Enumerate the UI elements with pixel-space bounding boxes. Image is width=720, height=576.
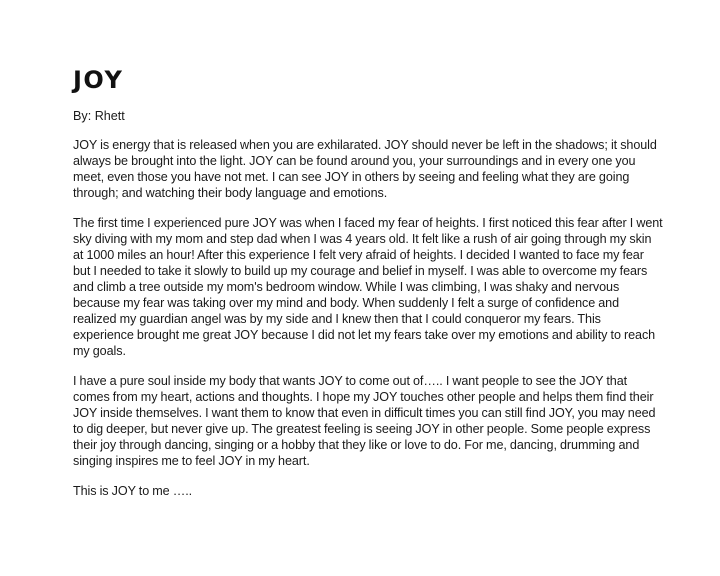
paragraph-pure-soul: I have a pure soul inside my body that wants JOY to come out of….. I want people to see the JOY that comes from my heart, actions and thoughts. I hope my JOY touches other people and helps them find their JOY inside themselves. I want them to know that even in difficult times you can still find JOY, you may need to dig deeper, but never give up. The greatest feeling is seeing JOY in other people. Some people express their joy through dancing, singing or a hobby that they like or love to do. For me, dancing, drumming and singing inspires me to feel JOY in my heart. xyxy=(73,374,656,468)
paragraph-fear-of-heights: The first time I experienced pure JOY was when I faced my fear of heights. I first noticed this fear after I went sky diving with my mom and step dad when I was 4 years old. It felt like a rush of air going through my skin at 1000 miles an hour! After this experience I felt very afraid of heights. I decided I wanted to face my fear but I needed to take it slowly to build up my courage and belief in myself. I was able to overcome my fears and climb a tree outside my mom's bedroom window. While I was climbing, I was shaky and nervous because my fear was taking over my mind and body. When suddenly I felt a surge of confidence and realized my guardian angel was by my side and I knew then that I could conqueror my fears. This experience brought me great JOY because I did not let my fears take over my emotions and ability to reach my goals. xyxy=(73,216,663,358)
author-byline: By: Rhett xyxy=(73,109,125,123)
paragraph-definition: JOY is energy that is released when you are exhilarated. JOY should never be left in the shadows; it should always be brought into the light. JOY can be found around you, your surroundings and in every one you meet, even those you have not met. I can see JOY in others by seeing and feeling what they are going through; and watching their body language and emotions. xyxy=(73,138,657,200)
paragraph-closing: This is JOY to me ….. xyxy=(73,484,193,498)
document-title: JOY xyxy=(73,66,124,94)
